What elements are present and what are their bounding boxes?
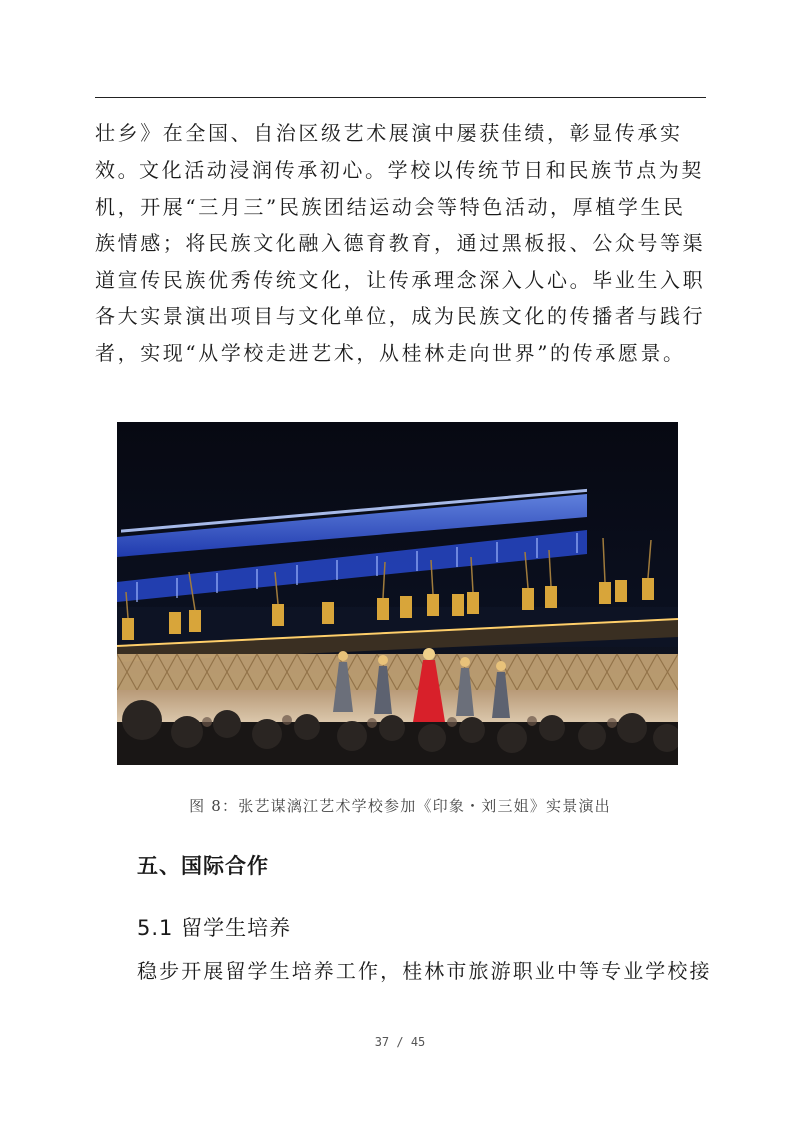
paragraph-international-students: 稳步开展留学生培养工作，桂林市旅游职业中等专业学校接 bbox=[137, 959, 712, 983]
header-rule bbox=[95, 97, 706, 98]
subsection-heading: 5.1 留学生培养 bbox=[137, 916, 292, 940]
paragraph-continuation: 壮乡》在全国、自治区级艺术展演中屡获佳绩，彰显传承实效。 bbox=[95, 121, 683, 182]
section-heading: 五、国际合作 bbox=[137, 854, 269, 878]
paragraph-culture-activities: 文化活动浸润传承初心。学校以传统节日和民族节点为契机，开展“三月三”民族团结运动会等特色活动，厚植学生民族情感；将民族文化融入德育教育，通过黑板报、公众号等渠道宣传民族优秀传统文化，让传承理念深入人心。毕业生入职各大实景演出项目与文化单位，成为民族文化的传播者与践行者，实现“从学校走进艺术，从桂林走向世界”的传承愿景。 bbox=[95, 158, 706, 365]
page-number: 37 / 45 bbox=[374, 1035, 426, 1049]
performance-photo bbox=[117, 422, 678, 765]
figure-caption: 图 8：张艺谋漓江艺术学校参加《印象・刘三姐》实景演出 bbox=[189, 797, 611, 815]
